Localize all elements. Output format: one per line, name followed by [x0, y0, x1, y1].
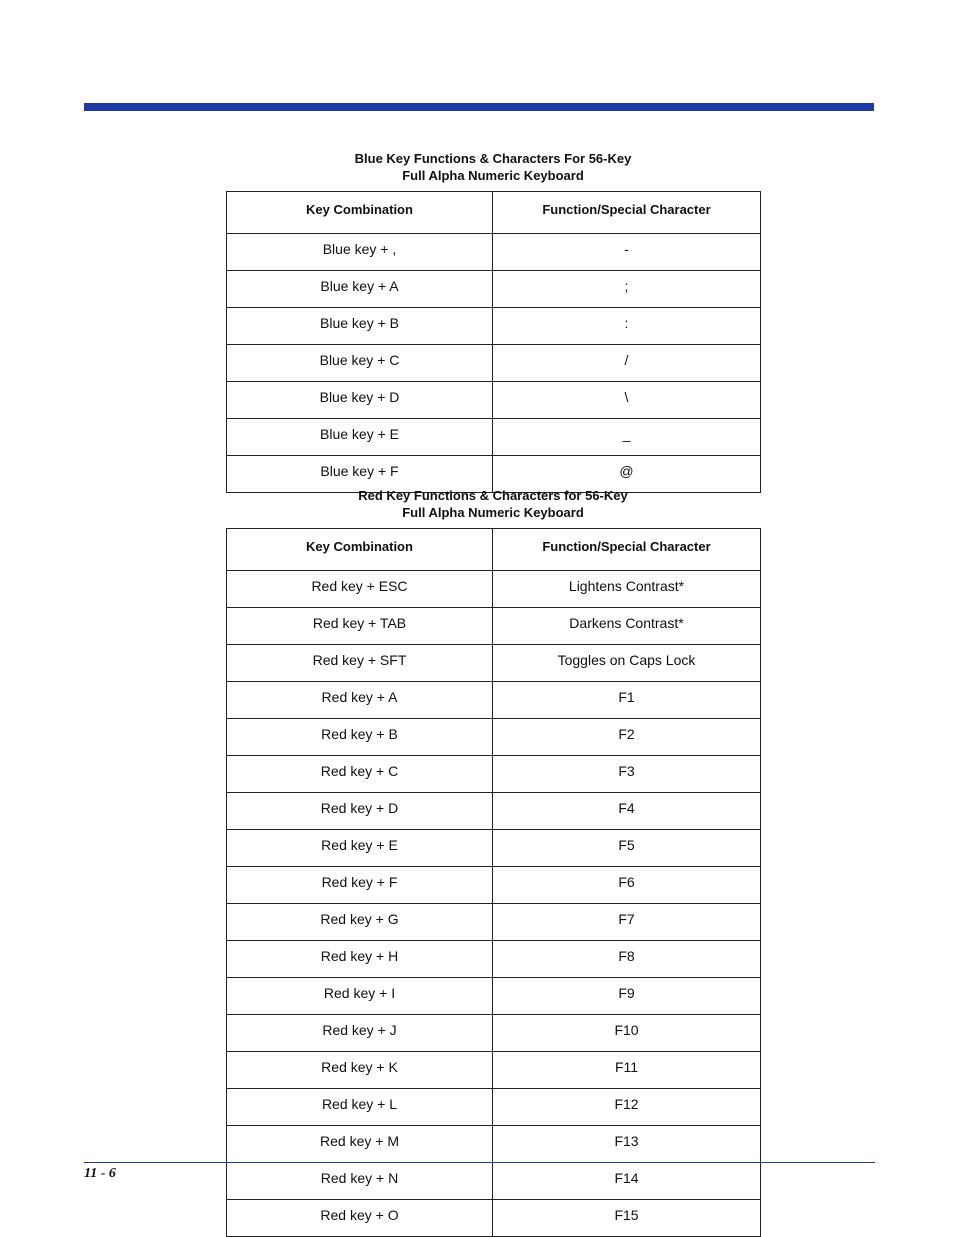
column-header-function: Function/Special Character — [493, 529, 761, 571]
table-row — [227, 308, 761, 345]
function-cell: F15 — [493, 1200, 761, 1237]
table-row — [227, 1126, 761, 1163]
table-row — [227, 904, 761, 941]
blue-table-caption — [226, 150, 760, 184]
function-cell: Darkens Contrast* — [493, 608, 761, 645]
function-cell: F9 — [493, 978, 761, 1015]
table-row — [227, 234, 761, 271]
function-cell: F5 — [493, 830, 761, 867]
table-row — [227, 793, 761, 830]
blue-table-caption-line2: Full Alpha Numeric Keyboard — [402, 168, 584, 183]
table-header-row — [227, 529, 761, 571]
key-combination-cell: Red key + TAB — [227, 608, 493, 645]
red-table-caption-line1: Red Key Functions & Characters for 56-Key — [358, 488, 628, 503]
column-header-key-combination: Key Combination — [227, 192, 493, 234]
red-key-table — [226, 528, 761, 1237]
table-row — [227, 978, 761, 1015]
key-combination-cell: Red key + A — [227, 682, 493, 719]
table-row — [227, 682, 761, 719]
function-cell: F13 — [493, 1126, 761, 1163]
function-cell: F3 — [493, 756, 761, 793]
key-combination-cell: Blue key + , — [227, 234, 493, 271]
function-cell: F6 — [493, 867, 761, 904]
key-combination-cell: Red key + M — [227, 1126, 493, 1163]
red-table-caption — [226, 487, 760, 521]
table-row — [227, 571, 761, 608]
table-row — [227, 382, 761, 419]
function-cell: F1 — [493, 682, 761, 719]
key-combination-cell: Red key + B — [227, 719, 493, 756]
function-cell: - — [493, 234, 761, 271]
key-combination-cell: Red key + J — [227, 1015, 493, 1052]
table-row — [227, 271, 761, 308]
key-combination-cell: Red key + G — [227, 904, 493, 941]
table-row — [227, 608, 761, 645]
function-cell: @ — [493, 456, 761, 493]
key-combination-cell: Red key + F — [227, 867, 493, 904]
red-table-caption-line2: Full Alpha Numeric Keyboard — [402, 505, 584, 520]
function-cell: F7 — [493, 904, 761, 941]
function-cell: F10 — [493, 1015, 761, 1052]
key-combination-cell: Red key + O — [227, 1200, 493, 1237]
table-row — [227, 1200, 761, 1237]
function-cell: / — [493, 345, 761, 382]
key-combination-cell: Blue key + D — [227, 382, 493, 419]
key-combination-cell: Red key + N — [227, 1163, 493, 1200]
table-row — [227, 756, 761, 793]
table-row — [227, 1089, 761, 1126]
function-cell: F11 — [493, 1052, 761, 1089]
function-cell: F12 — [493, 1089, 761, 1126]
table-row — [227, 867, 761, 904]
key-combination-cell: Red key + K — [227, 1052, 493, 1089]
table-row — [227, 1015, 761, 1052]
column-header-key-combination: Key Combination — [227, 529, 493, 571]
key-combination-cell: Red key + D — [227, 793, 493, 830]
table-row — [227, 345, 761, 382]
key-combination-cell: Red key + E — [227, 830, 493, 867]
function-cell: F2 — [493, 719, 761, 756]
key-combination-cell: Red key + SFT — [227, 645, 493, 682]
key-combination-cell: Red key + H — [227, 941, 493, 978]
function-cell: Lightens Contrast* — [493, 571, 761, 608]
key-combination-cell: Blue key + A — [227, 271, 493, 308]
function-cell: _ — [493, 419, 761, 456]
table-row — [227, 1163, 761, 1200]
function-cell: F8 — [493, 941, 761, 978]
column-header-function: Function/Special Character — [493, 192, 761, 234]
table-row — [227, 1052, 761, 1089]
page-number: 11 - 6 — [84, 1166, 116, 1181]
function-cell: F14 — [493, 1163, 761, 1200]
table-row — [227, 645, 761, 682]
function-cell: Toggles on Caps Lock — [493, 645, 761, 682]
key-combination-cell: Blue key + C — [227, 345, 493, 382]
key-combination-cell: Red key + L — [227, 1089, 493, 1126]
key-combination-cell: Red key + I — [227, 978, 493, 1015]
footer-rule — [84, 1162, 875, 1163]
key-combination-cell: Blue key + E — [227, 419, 493, 456]
table-row — [227, 719, 761, 756]
table-row — [227, 419, 761, 456]
table-header-row — [227, 192, 761, 234]
table-row — [227, 941, 761, 978]
table-row — [227, 830, 761, 867]
blue-key-table — [226, 191, 761, 493]
key-combination-cell: Red key + ESC — [227, 571, 493, 608]
header-rule — [84, 103, 874, 111]
function-cell: \ — [493, 382, 761, 419]
key-combination-cell: Blue key + B — [227, 308, 493, 345]
key-combination-cell: Red key + C — [227, 756, 493, 793]
function-cell: ; — [493, 271, 761, 308]
blue-table-caption-line1: Blue Key Functions & Characters For 56-Key — [354, 151, 632, 166]
key-combination-cell: Blue key + F — [227, 456, 493, 493]
function-cell: F4 — [493, 793, 761, 830]
function-cell: : — [493, 308, 761, 345]
